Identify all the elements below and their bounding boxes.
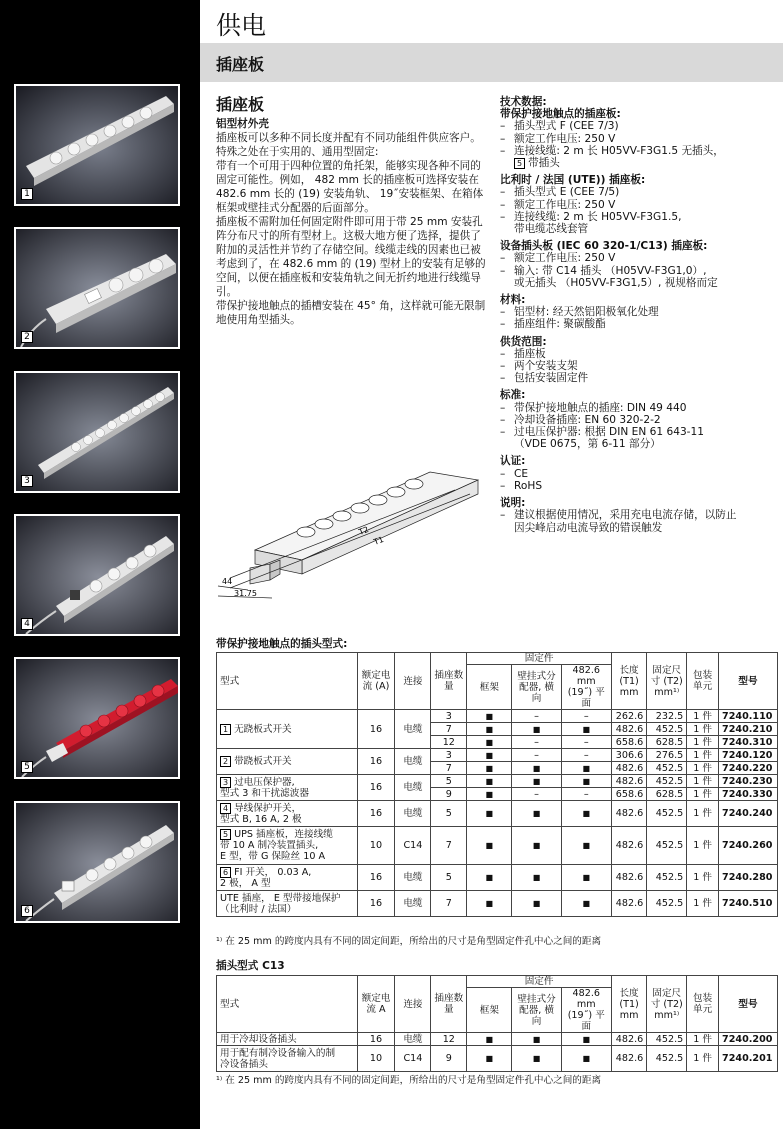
type-cell-line2: 2 极， A 型 — [220, 877, 271, 889]
wall-cell: – — [512, 788, 561, 801]
type-cell-line2: 型式 3 和干扰滤波器 — [220, 787, 309, 799]
spec-group — [500, 174, 780, 235]
conn-cell: 电缆 — [395, 891, 431, 917]
spec-item: – CE — [500, 468, 780, 480]
col-header: 壁挂式分配器, 横向 — [512, 988, 561, 1033]
spec-item: – 额定工作电压: 250 V — [500, 252, 780, 264]
frame-cell: ■ — [467, 801, 512, 827]
wall-cell: ■ — [512, 827, 561, 865]
type-cell-line3: E 型，带 G 保险丝 10 A — [220, 851, 326, 862]
intro-subheading: 铝型材外壳 — [216, 118, 269, 130]
t1-cell: 482.6 — [611, 1046, 646, 1072]
plane-cell: ■ — [561, 775, 611, 788]
t1-cell: 482.6 — [611, 762, 646, 775]
sockets-cell: 5 — [431, 775, 467, 788]
spec-item: – 铝型材: 经天然铝阳极氧化处理 — [500, 306, 780, 318]
col-header: 长度 (T1) mm — [611, 976, 646, 1033]
col-header: 型式 — [217, 653, 358, 710]
spec-item: – 插头型式 F (CEE 7/3) — [500, 120, 780, 132]
model-cell: 7240.510 — [719, 891, 778, 917]
conn-cell: C14 — [395, 827, 431, 865]
sockets-cell: 7 — [431, 891, 467, 917]
type-cell-line2: （比利时 / 法国） — [220, 903, 297, 915]
drawing-label-t1: T1 — [372, 534, 386, 547]
sidebar — [0, 0, 200, 1129]
type-cell: 用于冷却设备插头 — [217, 1033, 358, 1046]
t2-cell: 452.5 — [647, 827, 687, 865]
t1-cell: 658.6 — [611, 788, 646, 801]
model-cell: 7240.230 — [719, 775, 778, 788]
frame-cell: ■ — [467, 827, 512, 865]
spec-group-title: 比利时 / 法国 (UTE)) 插座板: — [500, 174, 646, 187]
type-cell: 无跷板式开关 — [234, 723, 292, 735]
tech-specs — [500, 96, 780, 539]
t2-cell: 452.5 — [647, 801, 687, 827]
plane-cell: ■ — [561, 1033, 611, 1046]
col-header: 482.6 mm (19˝) 平面 — [561, 665, 611, 710]
plane-cell: ■ — [561, 827, 611, 865]
photo-ref-box: 2 — [220, 756, 231, 767]
sockets-cell: 5 — [431, 801, 467, 827]
table-row — [217, 865, 778, 891]
sockets-cell: 9 — [431, 1046, 467, 1072]
spec-group — [500, 389, 780, 450]
section-header — [200, 43, 783, 82]
table2-footnote: ¹⁾ 在 25 mm 的跨度内具有不同的固定间距，所给出的尺寸是角型固定件孔中心之间的距离 — [216, 1075, 602, 1086]
photo-number: 5 — [21, 761, 33, 773]
spec-group-title: 材料: — [500, 294, 526, 307]
model-cell: 7240.220 — [719, 762, 778, 775]
plane-cell: ■ — [561, 891, 611, 917]
intro-paragraph: 插座板可以多种不同长度并配有不同功能组件供应客户。特殊之处在于实用的、通用型固定: — [216, 132, 481, 158]
table-row — [217, 891, 778, 917]
type-cell-line2: 型式 B, 16 A, 2 极 — [220, 813, 302, 825]
t2-cell: 452.5 — [647, 723, 687, 736]
plane-cell: – — [561, 736, 611, 749]
drawing-label-t2: T2 — [357, 524, 371, 537]
frame-cell: ■ — [467, 891, 512, 917]
sockets-cell: 9 — [431, 788, 467, 801]
sockets-cell: 12 — [431, 736, 467, 749]
intro-paragraph: 带有一个可用于四种位置的角托架，能够实现各种不同的固定可能性。例如， 482 mm 长的插座板可选择安装在 482.6 mm 长的 (19) 安装角轨、 19˝安装框架、在箱体框架或壁挂式分配器的后面部分。 — [216, 160, 484, 214]
model-cell: 7240.201 — [719, 1046, 778, 1072]
t1-cell: 482.6 — [611, 801, 646, 827]
type-cell: FI 开关， 0.03 A, — [234, 866, 312, 878]
wall-cell: – — [512, 736, 561, 749]
dimension-drawing — [210, 460, 500, 610]
wall-cell: ■ — [512, 891, 561, 917]
pack-cell: 1 件 — [687, 801, 719, 827]
plane-cell: – — [561, 788, 611, 801]
t2-cell: 452.5 — [647, 1046, 687, 1072]
type-cell: 用于配有制冷设备输入的制 — [220, 1047, 336, 1059]
rated-cell: 16 — [357, 865, 395, 891]
pack-cell: 1 件 — [687, 1033, 719, 1046]
spec-item: – 额定工作电压: 250 V — [500, 133, 780, 145]
spec-group-title: 标准: — [500, 389, 526, 402]
photo-ref-box: 1 — [220, 724, 231, 735]
col-header: 壁挂式分配器, 横向 — [512, 665, 561, 710]
t2-cell: 452.5 — [647, 1033, 687, 1046]
type-cell: UTE 插座， E 型带接地保护 — [220, 892, 341, 904]
page-header — [200, 0, 783, 43]
conn-cell: 电缆 — [395, 801, 431, 827]
plane-cell: ■ — [561, 762, 611, 775]
spec-item: – 建议根据使用情况，采用充电电流存储，以防止 — [500, 509, 780, 521]
t2-cell: 628.5 — [647, 788, 687, 801]
spec-group-title: 说明: — [500, 497, 526, 510]
model-cell: 7240.240 — [719, 801, 778, 827]
model-cell: 7240.120 — [719, 749, 778, 762]
plane-cell: ■ — [561, 1046, 611, 1072]
rated-cell: 16 — [357, 801, 395, 827]
col-header: 固定件 — [467, 976, 612, 988]
col-header: 长度 (T1) mm — [611, 653, 646, 710]
photo-ref-box: 4 — [220, 803, 231, 814]
col-header: 插座数量 — [431, 976, 467, 1033]
product-photo-6 — [14, 801, 180, 923]
col-header: 固定尺寸 (T2) mm¹⁾ — [647, 653, 687, 710]
spec-item-continued: 带电缆芯线套管 — [514, 223, 589, 236]
rated-cell: 16 — [357, 891, 395, 917]
spec-item-text: 带插头 — [528, 157, 560, 170]
wall-cell: – — [512, 749, 561, 762]
spec-group — [500, 497, 780, 534]
photo-ref-box: 5 — [220, 829, 231, 840]
frame-cell: ■ — [467, 723, 512, 736]
frame-cell: ■ — [467, 1046, 512, 1072]
spec-item: – 额定工作电压: 250 V — [500, 199, 780, 211]
spec-group — [500, 455, 780, 492]
table1-footnote: ¹⁾ 在 25 mm 的跨度内具有不同的固定间距，所给出的尺寸是角型固定件孔中心之间的距离 — [216, 936, 602, 947]
frame-cell: ■ — [467, 865, 512, 891]
rated-cell: 16 — [357, 775, 395, 801]
pack-cell: 1 件 — [687, 736, 719, 749]
sockets-cell: 7 — [431, 827, 467, 865]
type-cell: 带跷板式开关 — [234, 756, 292, 767]
conn-cell: 电缆 — [395, 775, 431, 801]
pack-cell: 1 件 — [687, 788, 719, 801]
photo-number: 6 — [21, 905, 33, 917]
type-cell-line2: 冷设备插头 — [220, 1058, 268, 1070]
plane-cell: – — [561, 710, 611, 723]
spec-item: – 连接线缆: 2 m 长 H05VV-F3G1.5, — [500, 211, 780, 223]
product-photo-2 — [14, 227, 180, 349]
frame-cell: ■ — [467, 788, 512, 801]
product-table-c13 — [216, 975, 778, 1072]
wall-cell: ■ — [512, 775, 561, 788]
photo-number: 3 — [21, 475, 33, 487]
spec-item: – 连接线缆: 2 m 长 H05VV-F3G1.5 无插头， — [500, 145, 780, 157]
wall-cell: – — [512, 710, 561, 723]
col-header: 包装单元 — [687, 976, 719, 1033]
col-header: 包装单元 — [687, 653, 719, 710]
plane-cell: ■ — [561, 801, 611, 827]
col-header: 型号 — [719, 653, 778, 710]
table2-title: 插头型式 C13 — [216, 960, 285, 972]
t1-cell: 482.6 — [611, 723, 646, 736]
col-header: 框架 — [467, 988, 512, 1033]
photo-number: 1 — [21, 188, 33, 200]
frame-cell: ■ — [467, 710, 512, 723]
conn-cell: 电缆 — [395, 1033, 431, 1046]
spec-item: – 插头型式 E (CEE 7/5) — [500, 186, 780, 198]
intro-heading: 插座板 — [216, 95, 265, 114]
conn-cell: 电缆 — [395, 710, 431, 749]
product-table — [216, 652, 778, 917]
rated-cell: 16 — [357, 1033, 395, 1046]
model-cell: 7240.200 — [719, 1033, 778, 1046]
sockets-cell: 3 — [431, 749, 467, 762]
t1-cell: 262.6 — [611, 710, 646, 723]
wall-cell: ■ — [512, 1046, 561, 1072]
col-header: 482.6 mm (19˝) 平面 — [561, 988, 611, 1033]
frame-cell: ■ — [467, 736, 512, 749]
pack-cell: 1 件 — [687, 865, 719, 891]
intro-text — [216, 95, 488, 327]
col-header: 型式 — [217, 976, 358, 1033]
plane-cell: ■ — [561, 865, 611, 891]
model-cell: 7240.110 — [719, 710, 778, 723]
table-row — [217, 1033, 778, 1046]
photo-ref-box: 3 — [220, 777, 231, 788]
spec-item: – 包括安装固定件 — [500, 372, 780, 384]
spec-item-continued: 因尖峰启动电流导致的错误触发 — [514, 521, 663, 534]
rated-cell: 16 — [357, 710, 395, 749]
table-row — [217, 801, 778, 827]
product-photo-3 — [14, 371, 180, 493]
frame-cell: ■ — [467, 762, 512, 775]
plane-cell: – — [561, 749, 611, 762]
model-cell: 7240.210 — [719, 723, 778, 736]
photo-number: 4 — [21, 618, 33, 630]
plane-cell: ■ — [561, 723, 611, 736]
t1-cell: 482.6 — [611, 865, 646, 891]
pack-cell: 1 件 — [687, 775, 719, 788]
t2-cell: 452.5 — [647, 865, 687, 891]
drawing-label-44: 44 — [222, 577, 233, 586]
table-row — [217, 749, 778, 762]
type-cell: 过电压保护器, — [234, 776, 295, 788]
t2-cell: 628.5 — [647, 736, 687, 749]
sockets-cell: 7 — [431, 762, 467, 775]
conn-cell: C14 — [395, 1046, 431, 1072]
drawing-label-3175: 31.75 — [234, 589, 257, 598]
spec-item: – 插座板 — [500, 348, 780, 360]
sockets-cell: 5 — [431, 865, 467, 891]
col-header: 固定件 — [467, 653, 612, 665]
type-cell: UPS 插座板，连接线缆 — [234, 829, 333, 840]
t2-cell: 452.5 — [647, 891, 687, 917]
table-row — [217, 775, 778, 788]
product-photo-4 — [14, 514, 180, 636]
spec-item-continued — [500, 157, 780, 169]
wall-cell: ■ — [512, 1033, 561, 1046]
spec-item-continued: 或无插头 （H05VV-F3G1,5）, 视规格而定 — [514, 276, 718, 289]
spec-group-title: 供货范围: — [500, 335, 547, 348]
photo-ref-box: 6 — [220, 867, 231, 878]
pack-cell: 1 件 — [687, 723, 719, 736]
product-photo-1 — [14, 84, 180, 206]
t2-cell: 232.5 — [647, 710, 687, 723]
rated-cell: 10 — [357, 827, 395, 865]
table1-title: 带保护接地触点的插头型式: — [216, 638, 348, 650]
rated-cell: 16 — [357, 749, 395, 775]
pack-cell: 1 件 — [687, 749, 719, 762]
t1-cell: 482.6 — [611, 775, 646, 788]
section-title: 插座板 — [216, 55, 265, 74]
product-photo-5 — [14, 657, 180, 779]
wall-cell: ■ — [512, 723, 561, 736]
spec-group-title: 认证: — [500, 455, 526, 468]
spec-group — [500, 240, 780, 289]
col-header: 固定尺寸 (T2) mm¹⁾ — [647, 976, 687, 1033]
frame-cell: ■ — [467, 775, 512, 788]
t1-cell: 482.6 — [611, 827, 646, 865]
spec-item: – 带保护接地触点的插座: DIN 49 440 — [500, 402, 780, 414]
spec-item: – 过电压保护器: 根据 DIN EN 61 643-11 — [500, 426, 780, 438]
photo-ref-box: 5 — [514, 158, 525, 169]
spec-item: – 两个安装支架 — [500, 360, 780, 372]
spec-group — [500, 294, 780, 331]
col-header: 连接 — [395, 653, 431, 710]
type-cell: 导线保护开关， — [234, 802, 302, 814]
table-row — [217, 710, 778, 723]
spec-group — [500, 336, 780, 385]
intro-paragraph: 带保护接地触点的插槽安装在 45° 角，这样就可能无限制地使用角型插头。 — [216, 300, 486, 326]
t1-cell: 482.6 — [611, 891, 646, 917]
rated-cell: 10 — [357, 1046, 395, 1072]
wall-cell: ■ — [512, 801, 561, 827]
specs-heading: 技术数据: — [500, 96, 547, 108]
model-cell: 7240.310 — [719, 736, 778, 749]
t2-cell: 276.5 — [647, 749, 687, 762]
pack-cell: 1 件 — [687, 710, 719, 723]
spec-group — [500, 108, 780, 169]
col-header: 插座数量 — [431, 653, 467, 710]
t1-cell: 658.6 — [611, 736, 646, 749]
model-cell: 7240.280 — [719, 865, 778, 891]
table-row — [217, 827, 778, 865]
frame-cell: ■ — [467, 1033, 512, 1046]
type-cell-line2: 带 10 A 制冷装置插头, — [220, 840, 319, 851]
t2-cell: 452.5 — [647, 762, 687, 775]
model-cell: 7240.330 — [719, 788, 778, 801]
photo-number: 2 — [21, 331, 33, 343]
pack-cell: 1 件 — [687, 762, 719, 775]
col-header: 框架 — [467, 665, 512, 710]
pack-cell: 1 件 — [687, 891, 719, 917]
col-header: 额定电流 A — [357, 976, 395, 1033]
spec-item: – 输入: 带 C14 插头 （H05VV-F3G1,0）, — [500, 265, 780, 277]
spec-item: – 插座组件: 聚碳酸酯 — [500, 318, 780, 330]
spec-item: – RoHS — [500, 480, 780, 492]
wall-cell: ■ — [512, 865, 561, 891]
intro-paragraph: 插座板不需附加任何固定附件即可用于带 25 mm 安装孔阵分布尺寸的所有型材上。这极大地方便了选择，提供了附加的灵活性并节约了存储空间。线缆走线的因素也已被考虑到了，在 482.6 mm 的 (19) 型材上的安装有足够的空间，以便在插座板和安装角轨之间无折约地进行线缆导引。 — [216, 216, 486, 298]
conn-cell: 电缆 — [395, 865, 431, 891]
sockets-cell: 7 — [431, 723, 467, 736]
col-header: 连接 — [395, 976, 431, 1033]
sockets-cell: 12 — [431, 1033, 467, 1046]
col-header: 型号 — [719, 976, 778, 1033]
page-title: 供电 — [216, 11, 267, 40]
spec-group-title: 设备插头板 (IEC 60 320-1/C13) 插座板: — [500, 240, 708, 253]
t1-cell: 306.6 — [611, 749, 646, 762]
t2-cell: 452.5 — [647, 775, 687, 788]
wall-cell: ■ — [512, 762, 561, 775]
table-row — [217, 1046, 778, 1072]
col-header: 额定电流 (A) — [357, 653, 395, 710]
spec-group-title: 带保护接地触点的插座板: — [500, 108, 621, 121]
t1-cell: 482.6 — [611, 1033, 646, 1046]
pack-cell: 1 件 — [687, 1046, 719, 1072]
frame-cell: ■ — [467, 749, 512, 762]
conn-cell: 电缆 — [395, 749, 431, 775]
model-cell: 7240.260 — [719, 827, 778, 865]
sockets-cell: 3 — [431, 710, 467, 723]
spec-item: – 冷却设备插座: EN 60 320-2-2 — [500, 414, 780, 426]
spec-item-continued: （VDE 0675，第 6-11 部分） — [514, 438, 661, 451]
pack-cell: 1 件 — [687, 827, 719, 865]
